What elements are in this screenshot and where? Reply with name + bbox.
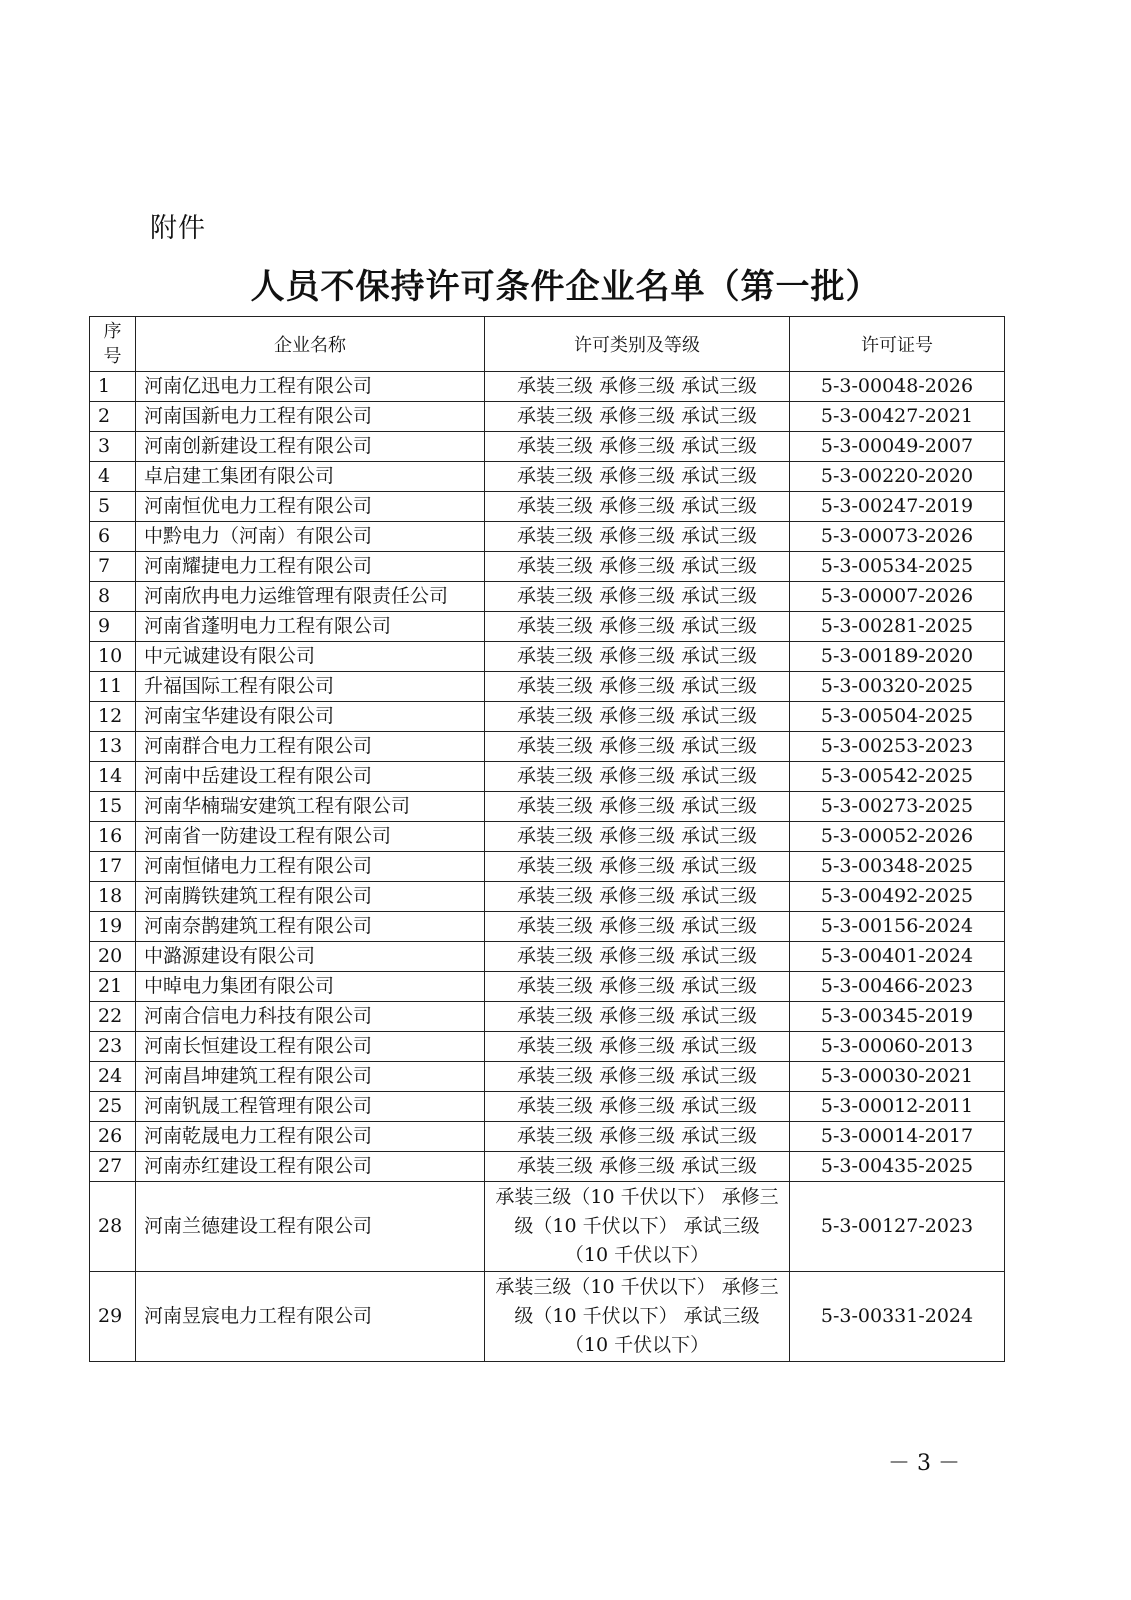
license-number: 5-3-00014-2017 — [790, 1122, 1005, 1152]
company-name: 河南省一防建设工程有限公司 — [136, 822, 485, 852]
header-company: 企业名称 — [136, 317, 485, 372]
row-number: 21 — [90, 972, 136, 1002]
license-category: 承装三级 承修三级 承试三级 — [485, 642, 790, 672]
company-name: 中黔电力（河南）有限公司 — [136, 522, 485, 552]
header-seq-line2: 号 — [103, 346, 122, 367]
license-category: 承装三级 承修三级 承试三级 — [485, 492, 790, 522]
license-category: 承装三级 承修三级 承试三级 — [485, 522, 790, 552]
company-name: 河南兰德建设工程有限公司 — [136, 1182, 485, 1272]
row-number: 10 — [90, 642, 136, 672]
company-name: 河南昱宸电力工程有限公司 — [136, 1272, 485, 1362]
row-number: 19 — [90, 912, 136, 942]
row-number: 1 — [90, 372, 136, 402]
license-number: 5-3-00348-2025 — [790, 852, 1005, 882]
license-category: 承装三级 承修三级 承试三级 — [485, 1032, 790, 1062]
license-number: 5-3-00052-2026 — [790, 822, 1005, 852]
license-number: 5-3-00048-2026 — [790, 372, 1005, 402]
license-category: 承装三级 承修三级 承试三级 — [485, 462, 790, 492]
company-name: 河南赤红建设工程有限公司 — [136, 1152, 485, 1182]
license-number: 5-3-00427-2021 — [790, 402, 1005, 432]
table-row — [90, 462, 1005, 492]
license-number: 5-3-00435-2025 — [790, 1152, 1005, 1182]
company-name: 河南创新建设工程有限公司 — [136, 432, 485, 462]
table-row — [90, 702, 1005, 732]
license-number: 5-3-00127-2023 — [790, 1182, 1005, 1272]
table-row — [90, 732, 1005, 762]
attachment-label: 附件 — [150, 213, 206, 244]
company-name: 河南亿迅电力工程有限公司 — [136, 372, 485, 402]
document-title: 人员不保持许可条件企业名单（第一批） — [250, 267, 881, 307]
header-category: 许可类别及等级 — [485, 317, 790, 372]
company-name: 河南欣冉电力运维管理有限责任公司 — [136, 582, 485, 612]
table-row — [90, 1182, 1005, 1272]
license-number: 5-3-00401-2024 — [790, 942, 1005, 972]
license-category: 承装三级（10 千伏以下） 承修三级（10 千伏以下） 承试三级（10 千伏以下） — [485, 1272, 790, 1362]
company-name: 中元诚建设有限公司 — [136, 642, 485, 672]
company-name: 升福国际工程有限公司 — [136, 672, 485, 702]
row-number: 20 — [90, 942, 136, 972]
license-category: 承装三级 承修三级 承试三级 — [485, 612, 790, 642]
license-category: 承装三级（10 千伏以下） 承修三级（10 千伏以下） 承试三级（10 千伏以下） — [485, 1182, 790, 1272]
row-number: 18 — [90, 882, 136, 912]
license-category: 承装三级 承修三级 承试三级 — [485, 972, 790, 1002]
row-number: 2 — [90, 402, 136, 432]
license-category: 承装三级 承修三级 承试三级 — [485, 1122, 790, 1152]
company-name: 河南腾铁建筑工程有限公司 — [136, 882, 485, 912]
row-number: 8 — [90, 582, 136, 612]
row-number: 4 — [90, 462, 136, 492]
page-number: － 3 － — [888, 1451, 960, 1476]
table-row — [90, 582, 1005, 612]
license-category: 承装三级 承修三级 承试三级 — [485, 372, 790, 402]
table-row — [90, 1062, 1005, 1092]
table-row — [90, 552, 1005, 582]
row-number: 28 — [90, 1182, 136, 1272]
license-number: 5-3-00466-2023 — [790, 972, 1005, 1002]
table-row — [90, 912, 1005, 942]
table-row — [90, 882, 1005, 912]
row-number: 15 — [90, 792, 136, 822]
table-row — [90, 612, 1005, 642]
license-number: 5-3-00331-2024 — [790, 1272, 1005, 1362]
company-name: 中潞源建设有限公司 — [136, 942, 485, 972]
table-row — [90, 492, 1005, 522]
company-name: 河南宝华建设有限公司 — [136, 702, 485, 732]
license-category: 承装三级 承修三级 承试三级 — [485, 792, 790, 822]
row-number: 9 — [90, 612, 136, 642]
table-row — [90, 792, 1005, 822]
license-category: 承装三级 承修三级 承试三级 — [485, 582, 790, 612]
table-row — [90, 1032, 1005, 1062]
table-row — [90, 1092, 1005, 1122]
company-name: 河南省蓬明电力工程有限公司 — [136, 612, 485, 642]
table-row — [90, 1002, 1005, 1032]
license-category: 承装三级 承修三级 承试三级 — [485, 882, 790, 912]
row-number: 23 — [90, 1032, 136, 1062]
license-category: 承装三级 承修三级 承试三级 — [485, 822, 790, 852]
header-seq — [90, 317, 136, 372]
license-category: 承装三级 承修三级 承试三级 — [485, 402, 790, 432]
company-name: 河南群合电力工程有限公司 — [136, 732, 485, 762]
company-name: 河南耀捷电力工程有限公司 — [136, 552, 485, 582]
license-number: 5-3-00273-2025 — [790, 792, 1005, 822]
row-number: 12 — [90, 702, 136, 732]
table-row — [90, 642, 1005, 672]
license-category: 承装三级 承修三级 承试三级 — [485, 762, 790, 792]
header-license: 许可证号 — [790, 317, 1005, 372]
table-header-row — [90, 317, 1005, 372]
row-number: 22 — [90, 1002, 136, 1032]
license-number: 5-3-00345-2019 — [790, 1002, 1005, 1032]
company-name: 河南昌坤建筑工程有限公司 — [136, 1062, 485, 1092]
license-number: 5-3-00504-2025 — [790, 702, 1005, 732]
row-number: 27 — [90, 1152, 136, 1182]
company-name: 河南恒优电力工程有限公司 — [136, 492, 485, 522]
table-row — [90, 672, 1005, 702]
company-name: 卓启建工集团有限公司 — [136, 462, 485, 492]
license-category: 承装三级 承修三级 承试三级 — [485, 852, 790, 882]
license-number: 5-3-00281-2025 — [790, 612, 1005, 642]
license-number: 5-3-00247-2019 — [790, 492, 1005, 522]
row-number: 11 — [90, 672, 136, 702]
row-number: 17 — [90, 852, 136, 882]
company-name: 河南钒晟工程管理有限公司 — [136, 1092, 485, 1122]
row-number: 26 — [90, 1122, 136, 1152]
table-row — [90, 852, 1005, 882]
row-number: 7 — [90, 552, 136, 582]
license-category: 承装三级 承修三级 承试三级 — [485, 912, 790, 942]
license-number: 5-3-00320-2025 — [790, 672, 1005, 702]
license-number: 5-3-00220-2020 — [790, 462, 1005, 492]
license-number: 5-3-00253-2023 — [790, 732, 1005, 762]
license-number: 5-3-00030-2021 — [790, 1062, 1005, 1092]
company-name: 中晫电力集团有限公司 — [136, 972, 485, 1002]
row-number: 29 — [90, 1272, 136, 1362]
row-number: 3 — [90, 432, 136, 462]
row-number: 14 — [90, 762, 136, 792]
license-number: 5-3-00049-2007 — [790, 432, 1005, 462]
license-category: 承装三级 承修三级 承试三级 — [485, 552, 790, 582]
company-name: 河南合信电力科技有限公司 — [136, 1002, 485, 1032]
license-category: 承装三级 承修三级 承试三级 — [485, 1002, 790, 1032]
license-number: 5-3-00073-2026 — [790, 522, 1005, 552]
company-table — [89, 316, 1005, 1362]
row-number: 13 — [90, 732, 136, 762]
license-category: 承装三级 承修三级 承试三级 — [485, 942, 790, 972]
table-row — [90, 432, 1005, 462]
license-category: 承装三级 承修三级 承试三级 — [485, 672, 790, 702]
company-name: 河南长恒建设工程有限公司 — [136, 1032, 485, 1062]
row-number: 16 — [90, 822, 136, 852]
table-row — [90, 372, 1005, 402]
license-category: 承装三级 承修三级 承试三级 — [485, 432, 790, 462]
row-number: 25 — [90, 1092, 136, 1122]
table-row — [90, 822, 1005, 852]
table-row — [90, 942, 1005, 972]
license-category: 承装三级 承修三级 承试三级 — [485, 1062, 790, 1092]
license-number: 5-3-00189-2020 — [790, 642, 1005, 672]
header-seq-line1: 序 — [103, 321, 122, 342]
table-row — [90, 1272, 1005, 1362]
company-name: 河南华楠瑞安建筑工程有限公司 — [136, 792, 485, 822]
license-number: 5-3-00060-2013 — [790, 1032, 1005, 1062]
license-category: 承装三级 承修三级 承试三级 — [485, 702, 790, 732]
company-name: 河南中岳建设工程有限公司 — [136, 762, 485, 792]
license-category: 承装三级 承修三级 承试三级 — [485, 1092, 790, 1122]
table-row — [90, 972, 1005, 1002]
license-number: 5-3-00492-2025 — [790, 882, 1005, 912]
company-name: 河南国新电力工程有限公司 — [136, 402, 485, 432]
license-category: 承装三级 承修三级 承试三级 — [485, 732, 790, 762]
license-number: 5-3-00542-2025 — [790, 762, 1005, 792]
row-number: 5 — [90, 492, 136, 522]
license-number: 5-3-00156-2024 — [790, 912, 1005, 942]
license-number: 5-3-00007-2026 — [790, 582, 1005, 612]
table-row — [90, 1122, 1005, 1152]
license-number: 5-3-00012-2011 — [790, 1092, 1005, 1122]
company-name: 河南乾晟电力工程有限公司 — [136, 1122, 485, 1152]
table-row — [90, 402, 1005, 432]
license-category: 承装三级 承修三级 承试三级 — [485, 1152, 790, 1182]
company-name: 河南奈鹊建筑工程有限公司 — [136, 912, 485, 942]
table-row — [90, 1152, 1005, 1182]
row-number: 24 — [90, 1062, 136, 1092]
license-number: 5-3-00534-2025 — [790, 552, 1005, 582]
row-number: 6 — [90, 522, 136, 552]
table-row — [90, 522, 1005, 552]
company-name: 河南恒储电力工程有限公司 — [136, 852, 485, 882]
table-row — [90, 762, 1005, 792]
